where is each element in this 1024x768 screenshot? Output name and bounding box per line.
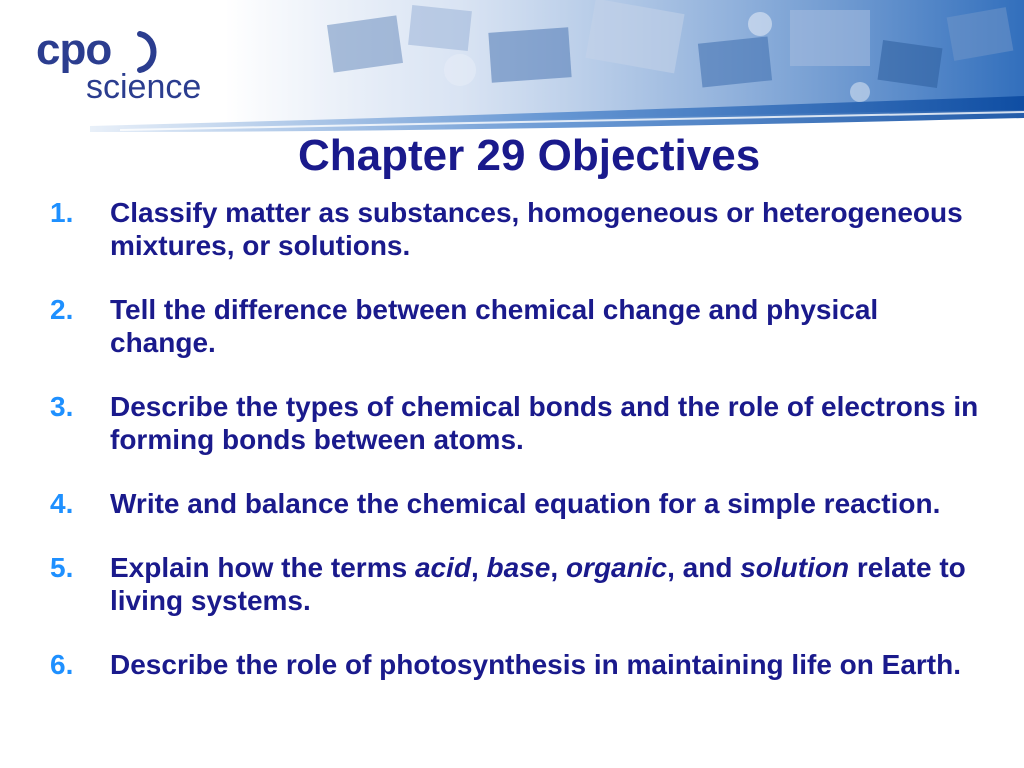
- objective-text: Write and balance the chemical equation for a simple reaction.: [110, 488, 941, 519]
- cpo-science-logo: [36, 26, 226, 106]
- objective-text-part: relate to living systems.: [110, 552, 966, 616]
- objective-number: 2.: [50, 294, 74, 325]
- objectives-list: [50, 196, 990, 712]
- objective-number: 3.: [50, 391, 74, 422]
- objective-text: Tell the difference between chemical change and physical change.: [110, 294, 879, 358]
- term-organic: organic: [565, 552, 668, 583]
- objective-item: [50, 648, 990, 681]
- logo-cpo-text: cpo: [36, 25, 112, 74]
- objective-item: [50, 196, 990, 262]
- objective-number: 6.: [50, 649, 74, 680]
- page-title: Chapter 29 Objectives: [298, 131, 761, 180]
- objective-text: Describe the role of photosynthesis in maintaining life on Earth.: [110, 649, 962, 680]
- objective-item: [50, 293, 990, 359]
- objective-item: [50, 390, 990, 456]
- objective-number: 1.: [50, 197, 74, 228]
- objective-item: [50, 487, 990, 520]
- objective-text-part: ,: [470, 552, 487, 583]
- objective-number: 4.: [50, 488, 74, 519]
- logo-science-text: science: [86, 68, 202, 106]
- objective-text: Classify matter as substances, homogeneous or heterogeneous mixtures, or solutions.: [110, 197, 963, 261]
- objective-item: [50, 551, 990, 617]
- objective-text-part: Explain how the terms: [110, 552, 415, 583]
- objective-text-part: , and: [667, 552, 741, 583]
- objective-text: [110, 552, 966, 616]
- objective-text: Describe the types of chemical bonds and the role of electrons in forming bonds between atoms.: [110, 391, 979, 455]
- term-base: base: [486, 552, 551, 583]
- term-solution: solution: [740, 552, 850, 583]
- term-acid: acid: [414, 552, 471, 583]
- objective-number: 5.: [50, 552, 74, 583]
- objective-text-part: ,: [550, 552, 566, 583]
